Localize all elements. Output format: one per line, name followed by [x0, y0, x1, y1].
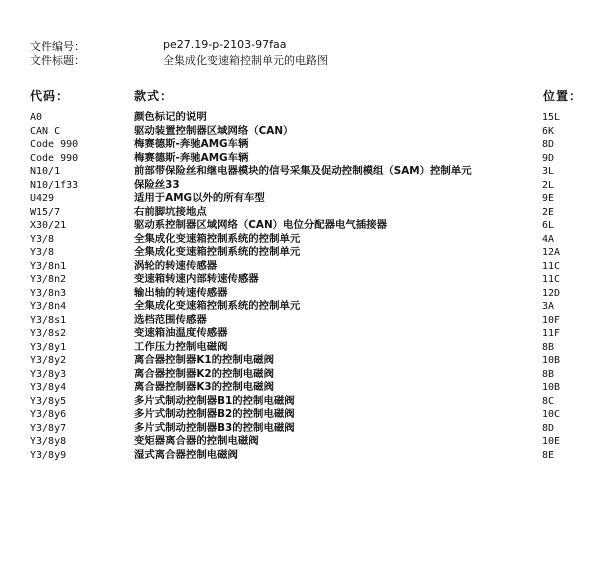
row-description: 工作压力控制电磁阀 [134, 340, 228, 353]
table-row [30, 233, 575, 247]
row-code: Y3/8 [30, 247, 55, 258]
row-description: 保险丝33 [134, 178, 180, 191]
table-row [30, 192, 575, 206]
row-code: Y3/8y1 [30, 341, 67, 353]
table-row [30, 395, 575, 409]
row-description: 驱动系控制器区域网络（CAN）电位分配器电气插接器 [134, 219, 387, 231]
row-code: W15/7 [30, 206, 61, 218]
row-position: 12A [542, 247, 561, 258]
row-position: 9E [542, 193, 555, 204]
row-description: 湿式离合器控制电磁阀 [134, 448, 238, 461]
row-code: U429 [30, 193, 55, 204]
row-code: A0 [30, 112, 43, 123]
row-position: 2L [542, 179, 555, 191]
table-row [30, 111, 575, 125]
table-row [30, 287, 575, 301]
row-position: 12D [542, 287, 561, 299]
row-description: 前部带保险丝和继电器模块的信号采集及促动控制模组（SAM）控制单元 [134, 165, 472, 177]
table-row [30, 381, 575, 395]
row-description: 多片式制动控制器B1的控制电磁阀 [134, 394, 295, 407]
doc-title-line [30, 52, 570, 66]
table-row [30, 354, 575, 368]
row-code: Y3/8y4 [30, 382, 67, 393]
table-row [30, 246, 575, 260]
row-position: 6L [542, 220, 555, 231]
row-position: 3A [542, 301, 555, 312]
row-position: 9D [542, 152, 555, 164]
doc-number-value: pe27.19-p-2103-97faa [163, 38, 287, 51]
row-code: Y3/8s2 [30, 328, 67, 339]
table-row [30, 125, 575, 139]
table-row [30, 219, 575, 233]
row-description: 变速箱油温度传感器 [134, 327, 228, 339]
row-position: 15L [542, 112, 561, 123]
row-position: 10B [542, 382, 561, 393]
row-code: Y3/8y3 [30, 368, 67, 380]
row-description: 梅赛德斯-奔驰AMG车辆 [134, 138, 249, 150]
row-description: 离合器控制器K2的控制电磁阀 [134, 367, 274, 380]
row-code: Y3/8n4 [30, 301, 67, 312]
row-description: 右前脚坑接地点 [134, 205, 207, 218]
row-position: 3L [542, 166, 555, 177]
table-row [30, 422, 575, 436]
row-code: Y3/8y9 [30, 449, 67, 461]
row-position: 8D [542, 422, 555, 434]
row-code: Y3/8y2 [30, 355, 67, 366]
row-description: 适用于AMG以外的所有车型 [134, 192, 265, 204]
row-position: 10E [542, 436, 561, 447]
doc-title-label: 文件标题： [30, 54, 85, 67]
row-code: Y3/8n2 [30, 274, 67, 285]
table-row [30, 179, 575, 193]
row-description: 多片式制动控制器B2的控制电磁阀 [134, 408, 295, 420]
row-code: N10/1 [30, 166, 61, 177]
table-row [30, 449, 575, 463]
row-description: 离合器控制器K1的控制电磁阀 [134, 354, 274, 366]
row-code: Y3/8y7 [30, 422, 67, 434]
table-row [30, 314, 575, 328]
row-code: Y3/8s1 [30, 314, 67, 326]
row-code: Y3/8y5 [30, 395, 67, 407]
row-description: 梅赛德斯-奔驰AMG车辆 [134, 151, 249, 164]
table-row [30, 206, 575, 220]
row-description: 变速箱转速内部转速传感器 [134, 273, 259, 285]
table-row [30, 165, 575, 179]
column-header-item: 款式： [134, 89, 174, 103]
table-row [30, 273, 575, 287]
row-description: 输出轴的转速传感器 [134, 286, 228, 299]
row-code: Y3/8n1 [30, 260, 67, 272]
row-position: 10C [542, 409, 561, 420]
table-row [30, 341, 575, 355]
row-description: 驱动装置控制器区域网络（CAN） [134, 124, 294, 137]
table-row [30, 152, 575, 166]
table-row [30, 327, 575, 341]
doc-title-value: 全集成化变速箱控制单元的电路图 [163, 54, 328, 67]
row-position: 8D [542, 139, 555, 150]
row-description: 涡轮的转速传感器 [134, 259, 218, 272]
row-description: 离合器控制器K3的控制电磁阀 [134, 381, 274, 393]
row-description: 多片式制动控制器B3的控制电磁阀 [134, 421, 295, 434]
row-position: 8B [542, 368, 555, 380]
table-row [30, 368, 575, 382]
row-code: Y3/8n3 [30, 287, 67, 299]
row-position: 2E [542, 206, 555, 218]
row-position: 8E [542, 449, 555, 461]
row-code: X30/21 [30, 220, 67, 231]
row-code: N10/1f33 [30, 179, 79, 191]
table-row [30, 300, 575, 314]
legend-table [30, 111, 575, 462]
row-position: 11C [542, 260, 561, 272]
row-code: Y3/8y6 [30, 409, 67, 420]
row-code: CAN C [30, 125, 61, 137]
table-row [30, 408, 575, 422]
row-description: 全集成化变速箱控制系统的控制单元 [134, 232, 301, 245]
row-description: 变矩器离合器的控制电磁阀 [134, 435, 259, 447]
column-header-code: 代码： [30, 89, 70, 103]
row-description: 全集成化变速箱控制系统的控制单元 [134, 246, 301, 258]
column-header-position: 位置： [543, 89, 583, 103]
doc-number-line [30, 38, 570, 52]
table-row [30, 260, 575, 274]
table-row [30, 435, 575, 449]
row-position: 4A [542, 233, 555, 245]
table-row [30, 138, 575, 152]
row-position: 10B [542, 355, 561, 366]
row-description: 颜色标记的说明 [134, 111, 207, 123]
row-description: 选档范围传感器 [134, 313, 207, 326]
row-position: 10F [542, 314, 561, 326]
row-position: 8C [542, 395, 555, 407]
doc-number-label: 文件编号： [30, 40, 85, 53]
row-position: 11F [542, 328, 561, 339]
row-position: 6K [542, 125, 555, 137]
row-code: Code 990 [30, 139, 79, 150]
row-code: Y3/8y8 [30, 436, 67, 447]
row-position: 8B [542, 341, 555, 353]
row-code: Y3/8 [30, 233, 55, 245]
row-code: Code 990 [30, 152, 79, 164]
row-position: 11C [542, 274, 561, 285]
row-description: 全集成化变速箱控制系统的控制单元 [134, 300, 301, 312]
